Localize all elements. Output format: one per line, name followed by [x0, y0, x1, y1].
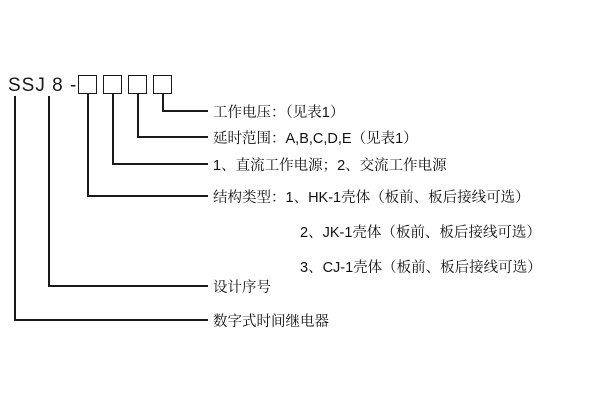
callout-structure-type: 结构类型：1、HK-1壳体（板前、板后接线可选） — [213, 190, 530, 206]
leader-line-h-power-supply — [112, 163, 208, 165]
callout-power-supply: 1、直流工作电源；2、交流工作电源 — [213, 158, 447, 174]
leader-line-v-product-name — [14, 96, 16, 320]
leader-line-h-design-serial — [48, 285, 208, 287]
callout-working-voltage: 工作电压：（见表1） — [213, 105, 345, 121]
leader-line-h-working-voltage — [162, 110, 208, 112]
leader-line-v-delay-range — [137, 94, 139, 137]
leader-line-v-design-serial — [48, 96, 50, 286]
leader-line-v-working-voltage — [162, 94, 164, 111]
model-code-prefix: SSJ 8 - — [8, 75, 78, 96]
leader-line-v-power-supply — [112, 94, 114, 164]
box-3 — [128, 75, 147, 94]
leader-line-h-delay-range — [137, 136, 208, 138]
leader-line-v-structure-type — [87, 94, 89, 196]
callout-structure-type-3: 3、CJ-1壳体（板前、板后接线可选） — [300, 260, 542, 276]
callout-delay-range: 延时范围：A,B,C,D,E（见表1） — [213, 131, 418, 147]
box-2 — [103, 75, 122, 94]
box-4 — [153, 75, 172, 94]
callout-product-name: 数字式时间继电器 — [213, 314, 329, 330]
leader-line-h-product-name — [14, 319, 208, 321]
callout-structure-type-2: 2、JK-1壳体（板前、板后接线可选） — [300, 225, 541, 241]
leader-line-h-structure-type — [87, 195, 208, 197]
box-1 — [78, 75, 97, 94]
callout-design-serial: 设计序号 — [213, 280, 271, 296]
